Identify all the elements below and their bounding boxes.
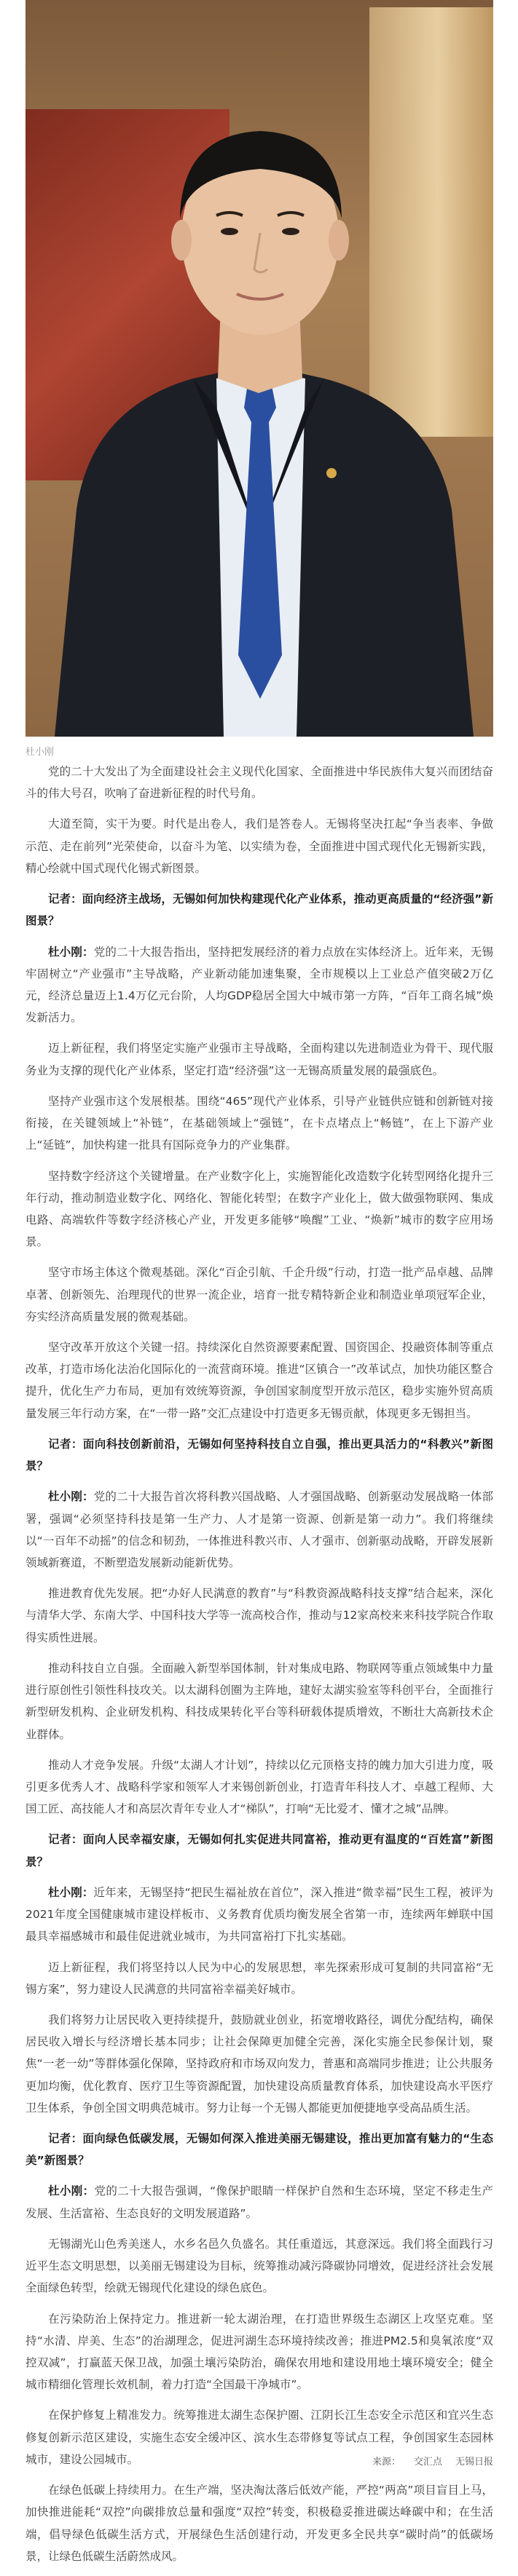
source-author[interactable]: 交汇点: [413, 2457, 442, 2468]
body-paragraph: 在污染防治上保持定力。推进新一轮太湖治理，在打造世界级生态湖区上攻坚克难。坚持“水清、岸美、生态”的治湖理念，促进河湖生态环境持续改善；推进PM2.5和臭氧浓度“双控双减”，打赢蓝天保卫战，加强土壤污染防治，确保农用地和建设用地土壤环境安全；健全城市精细化管理长效机制，着力打造“全国最干净城市”。: [25, 2312, 493, 2392]
body-paragraph: 推动科技自立自强。全面融入新型举国体制，针对集成电路、物联网等重点领域集中力量进行原创性引领性科技攻关。以太湖科创圈为主阵地，建好太湖实验室等科创平台，全面推行新型研发机构、企业研发机构、科技成果转化平台等科研载体提质增效，不断壮大高新技术企业群体。: [25, 1661, 493, 1741]
article-footer: [359, 2454, 493, 2468]
body-paragraph: 无锡湖光山色秀美迷人，水乡名邑久负盛名。其任重道远，其意深远。我们将全面践行习近平生态文明思想，以美丽无锡建设为目标，统筹推动减污降碳协同增效，促进经济社会发展全面绿色转型，绘就无锡现代化建设的绿色底色。: [25, 2237, 493, 2295]
portrait-photo: [25, 0, 493, 737]
speaker-name: 杜小刚：: [48, 1490, 94, 1504]
speaker-name: 杜小刚：: [48, 945, 94, 959]
body-paragraph: 党的二十大发出了为全面建设社会主义现代化国家、全面推进中华民族伟大复兴而团结奋斗的伟大号召，吹响了奋进新征程的时代号角。: [25, 765, 493, 801]
speaker-name: 杜小刚：: [48, 1885, 94, 1899]
body-paragraph: 迈上新征程，我们将坚定实施产业强市主导战略，全面构建以先进制造业为骨干、现代服务业为支撑的现代化产业体系，坚定打造“经济强”这一无锡高质量发展的最强底色。: [25, 1042, 493, 1077]
body-paragraph: 我们将努力让居民收入更持续提升，鼓励就业创业，拓宽增收路径，调优分配结构，确保居民收入增长与经济增长基本同步；让社会保障更加健全完善，深化实施全民参保计划，聚焦“一老一幼”等群体强化保障，坚持政府和市场双向发力，普惠和高端同步推进；让公共服务更加均衡，优化教育、医疗卫生等资源配置，加快建设高质量教育体系，加快建设高水平医疗卫生体系，争创全国文明典范城市。努力让每一个无锡人都能更加便捷地享受高品质生活。: [25, 2013, 493, 2115]
body-paragraph: 在绿色低碳上持续用力。在生产端，坚决淘汰落后低效产能，严控“两高”项目盲目上马，加快推进能耗“双控”向碳排放总量和强度“双控”转变，积极稳妥推进碳达峰碳中和；在生活端，倡导绿色低碳生活方式，开展绿色生活创建行动，开发更多全民共享“碳时尚”的低碳场景，让绿色低碳生活蔚然成风。: [25, 2484, 493, 2563]
article-body: [25, 761, 493, 2576]
interview-answer: [25, 1882, 493, 1948]
interview-question: 记者：面向科技创新前沿，无锡如何坚持科技自立自强，推出更具活力的“科教兴”新图景？: [25, 1437, 493, 1473]
interview-answer: [25, 1486, 493, 1574]
answer-text: 党的二十大报告指出，坚持把发展经济的着力点放在实体经济上。近年来，无锡牢固树立“产业强市”主导战略，产业新动能加速集聚，全市规模以上工业总产值突破2万亿元，经济总量迈上1.4万亿元台阶，人均GDP稳居全国大中城市第一方阵，“百年工商名城”焕发新活力。: [25, 945, 493, 1025]
body-paragraph: 迈上新征程，我们将坚持以人民为中心的发展思想，率先探索形成可复制的共同富裕“无锡方案”，努力建设人民满意的共同富裕幸福美好城市。: [25, 1960, 493, 1996]
speaker-name: 杜小刚：: [48, 2184, 95, 2198]
body-paragraph: 推动人才竞争发展。升级“太湖人才计划”，持续以亿元顶格支持的魄力加大引进力度，吸引更多优秀人才、战略科学家和领军人才来锡创新创业，打造青年科技人才、卓越工程师、大国工匠、高技能人才和高层次青年专业人才“梯队”，打响“无比爱才、懂才之城”品牌。: [25, 1758, 493, 1816]
interview-question: 记者：面向绿色低碳发展，无锡如何深入推进美丽无锡建设，推出更加富有魅力的“生态美”新图景？: [25, 2132, 493, 2168]
body-paragraph: 坚守市场主体这个微观基础。深化“百企引航、千企升级”行动，打造一批产品卓越、品牌卓著、创新领先、治理现代的世界一流企业，培育一批专精特新企业和制造业单项冠军企业，夯实经济高质量发展的微观基础。: [25, 1266, 493, 1323]
interview-question: 记者：面向人民幸福安康，无锡如何扎实促进共同富裕，推动更有温度的“百姓富”新图景？: [25, 1833, 493, 1868]
source-label: 来源：: [372, 2457, 401, 2468]
answer-text: 近年来，无锡坚持“把民生福祉放在首位”，深入推进“微幸福”民生工程，被评为2021年度全国健康城市建设样板市、义务教育优质均衡发展全省第一市，连续两年蝉联中国最具幸福感城市和最佳促进就业城市，为共同富裕打下扎实基础。: [25, 1885, 493, 1943]
body-paragraph: 在保护修复上精准发力。统筹推进太湖生态保护圈、江阴长江生态安全示范区和宜兴生态修复创新示范区建设，实施生态安全缓冲区、滨水生态带修复等试点工程，争创国家生态园林城市，建设公园城市。: [25, 2409, 493, 2466]
answer-text: 党的二十大报告强调，“像保护眼睛一样保护自然和生态环境，坚定不移走生产发展、生活富裕、生态良好的文明发展道路”。: [25, 2184, 493, 2220]
body-paragraph: 坚持数字经济这个关键增量。在产业数字化上，实施智能化改造数字化转型网络化提升三年行动，推动制造业数字化、网络化、智能化转型；在数字产业化上，做大做强物联网、集成电路、高端软件等数字经济核心产业，开发更多能够“唤醒”工业、“焕新”城市的数字应用场景。: [25, 1169, 493, 1249]
body-paragraph: 坚守改革开放这个关键一招。持续深化自然资源要素配置、国资国企、投融资体制等重点改革，打造市场化法治化国际化的一流营商环境。推进“区镇合一”改革试点，加快功能区整合提升，优化生产力布局，更加有效统筹资源，争创国家制度型开放示范区，稳步实施外贸高质量发展三年行动方案，在“一带一路”交汇点建设中打造更多无锡贡献，体现更多无锡担当。: [25, 1341, 493, 1420]
answer-text: 党的二十大报告首次将科教兴国战略、人才强国战略、创新驱动发展战略一体部署，强调“必须坚持科技是第一生产力、人才是第一资源、创新是第一动力”。我们将继续以“一百年不动摇”的信念和韧劲，一体推进科教兴市、人才强市、创新驱动战略，开辟发展新领域新赛道，不断塑造发展新动能新优势。: [25, 1490, 493, 1569]
body-paragraph: 推进教育优先发展。把“办好人民满意的教育”与“科教资源战略科技支撑”结合起来，深化与清华大学、东南大学、中国科技大学等一流高校合作，推动与12家高校来来科技学院合作取得实质性进展。: [25, 1587, 493, 1644]
body-paragraph: 大道至简，实干为要。时代是出卷人，我们是答卷人。无锡将坚决扛起“争当表率、争做示范、走在前列”光荣使命，以奋斗为笔、以实绩为卷，全面推进中国式现代化无锡新实践，精心绘就中国式现代化锡式新图景。: [25, 817, 493, 875]
interview-answer: [25, 941, 493, 1029]
source-publisher[interactable]: 无锡日报: [455, 2457, 493, 2468]
photo-caption: 杜小刚: [25, 747, 55, 758]
person-figure: [25, 0, 493, 737]
interview-answer: [25, 2180, 493, 2224]
interview-question: 记者：面向经济主战场，无锡如何加快构建现代化产业体系，推动更高质量的“经济强”新图景？: [25, 892, 493, 928]
body-paragraph: 坚持产业强市这个发展根基。围绕“465”现代产业体系，引导产业链供应链和创新链对接衔接，在关键领域上“补链”，在基础领域上“强链”，在卡点堵点上“畅链”，在上下游产业上“延链”，加快构建一批具有国际竞争力的产业集群。: [25, 1094, 493, 1152]
